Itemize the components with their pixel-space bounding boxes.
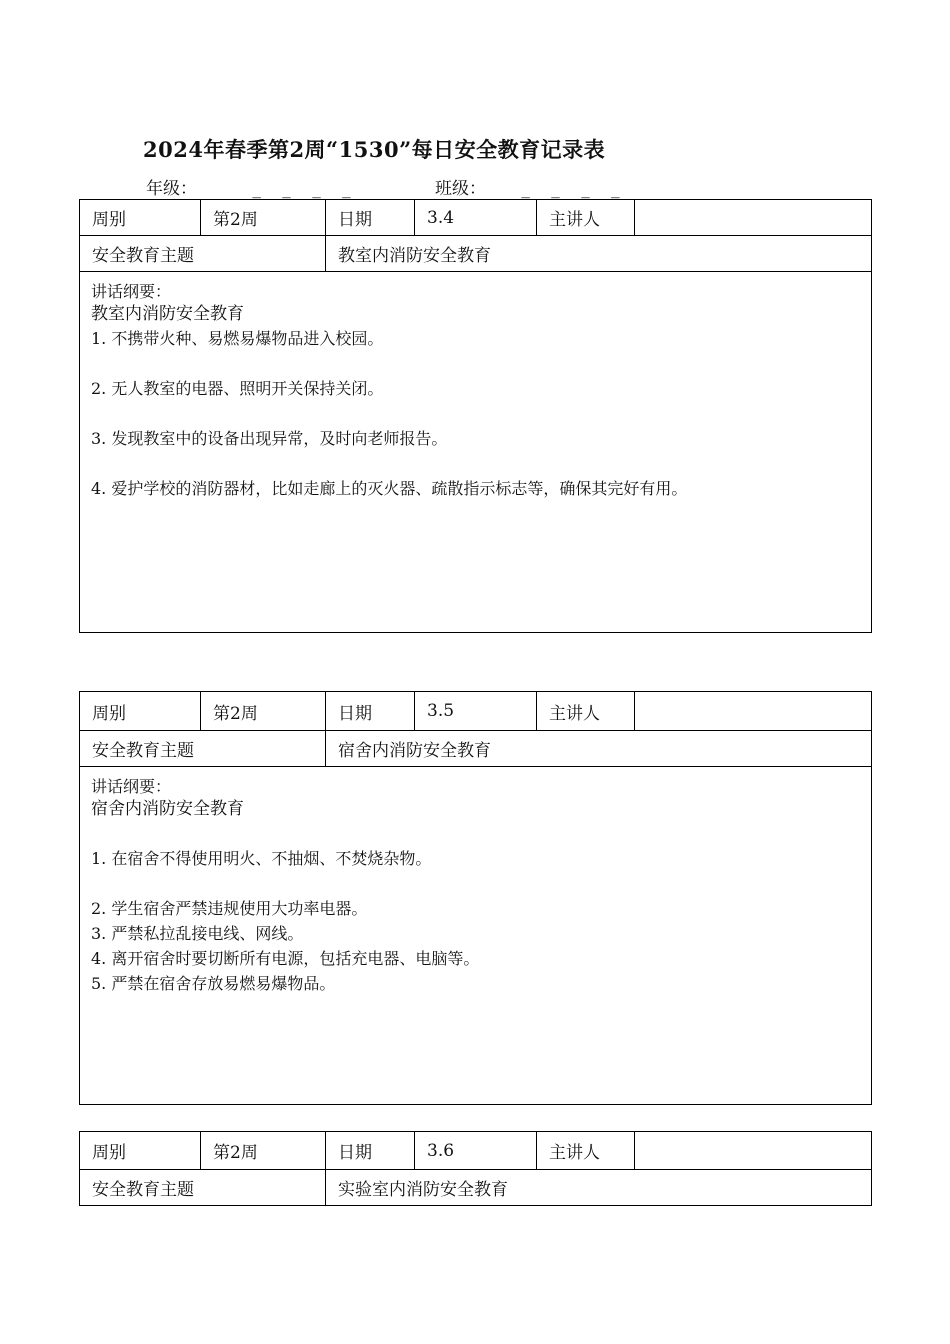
record-table-1: [79, 199, 872, 633]
speaker-label: 主讲人: [537, 200, 635, 236]
class-label: 班级：: [435, 179, 486, 199]
list-item: 2. 无人教室的电器、照明开关保持关闭。: [91, 379, 384, 398]
outline-cell[interactable]: [80, 767, 872, 1105]
list-item: 4. 爱护学校的消防器材，比如走廊上的灭火器、疏散指示标志等，确保其完好有用。: [91, 479, 688, 498]
date-value[interactable]: 3.4: [415, 200, 537, 236]
list-item: 1. 不携带火种、易燃易爆物品进入校园。: [91, 329, 384, 348]
date-label: 日期: [326, 692, 415, 731]
speaker-label: 主讲人: [537, 1132, 635, 1170]
outline-label: 讲话纲要：: [91, 777, 172, 796]
class-blank[interactable]: _ _ _ _: [521, 179, 628, 199]
week-value[interactable]: 第2周: [201, 1132, 326, 1170]
date-label: 日期: [326, 200, 415, 236]
outline-heading: 宿舍内消防安全教育: [91, 799, 244, 819]
outline-list: [91, 846, 859, 996]
speaker-value[interactable]: [635, 692, 872, 731]
list-item: 5. 严禁在宿舍存放易燃易爆物品。: [91, 974, 336, 993]
topic-label: 安全教育主题: [80, 731, 326, 767]
list-item: 1. 在宿舍不得使用明火、不抽烟、不焚烧杂物。: [91, 849, 432, 868]
date-label: 日期: [326, 1132, 415, 1170]
record-table-2: [79, 691, 872, 1105]
class-field: [435, 174, 628, 199]
date-value[interactable]: 3.6: [415, 1132, 537, 1170]
grade-field: [146, 174, 359, 199]
list-item: 3. 发现教室中的设备出现异常，及时向老师报告。: [91, 429, 448, 448]
topic-label: 安全教育主题: [80, 1170, 326, 1206]
outline-cell[interactable]: [80, 272, 872, 633]
topic-label: 安全教育主题: [80, 236, 326, 272]
grade-label: 年级：: [146, 179, 197, 199]
outline-heading: 教室内消防安全教育: [91, 304, 244, 324]
record-table-3: [79, 1131, 872, 1206]
topic-value[interactable]: 教室内消防安全教育: [326, 236, 872, 272]
list-item: 4. 离开宿舍时要切断所有电源，包括充电器、电脑等。: [91, 949, 480, 968]
speaker-value[interactable]: [635, 200, 872, 236]
topic-value[interactable]: 宿舍内消防安全教育: [326, 731, 872, 767]
speaker-value[interactable]: [635, 1132, 872, 1170]
week-value[interactable]: 第2周: [201, 692, 326, 731]
document-title: 2024年春季第2周“1530”每日安全教育记录表: [143, 137, 606, 162]
topic-value[interactable]: 实验室内消防安全教育: [326, 1170, 872, 1206]
speaker-label: 主讲人: [537, 692, 635, 731]
week-label: 周别: [80, 1132, 201, 1170]
outline-label: 讲话纲要：: [91, 282, 172, 301]
outline-list: [91, 326, 859, 501]
list-item: 2. 学生宿舍严禁违规使用大功率电器。: [91, 899, 368, 918]
date-value[interactable]: 3.5: [415, 692, 537, 731]
list-item: 3. 严禁私拉乱接电线、网线。: [91, 924, 304, 943]
week-value[interactable]: 第2周: [201, 200, 326, 236]
week-label: 周别: [80, 692, 201, 731]
week-label: 周别: [80, 200, 201, 236]
grade-blank[interactable]: _ _ _ _: [252, 179, 359, 199]
